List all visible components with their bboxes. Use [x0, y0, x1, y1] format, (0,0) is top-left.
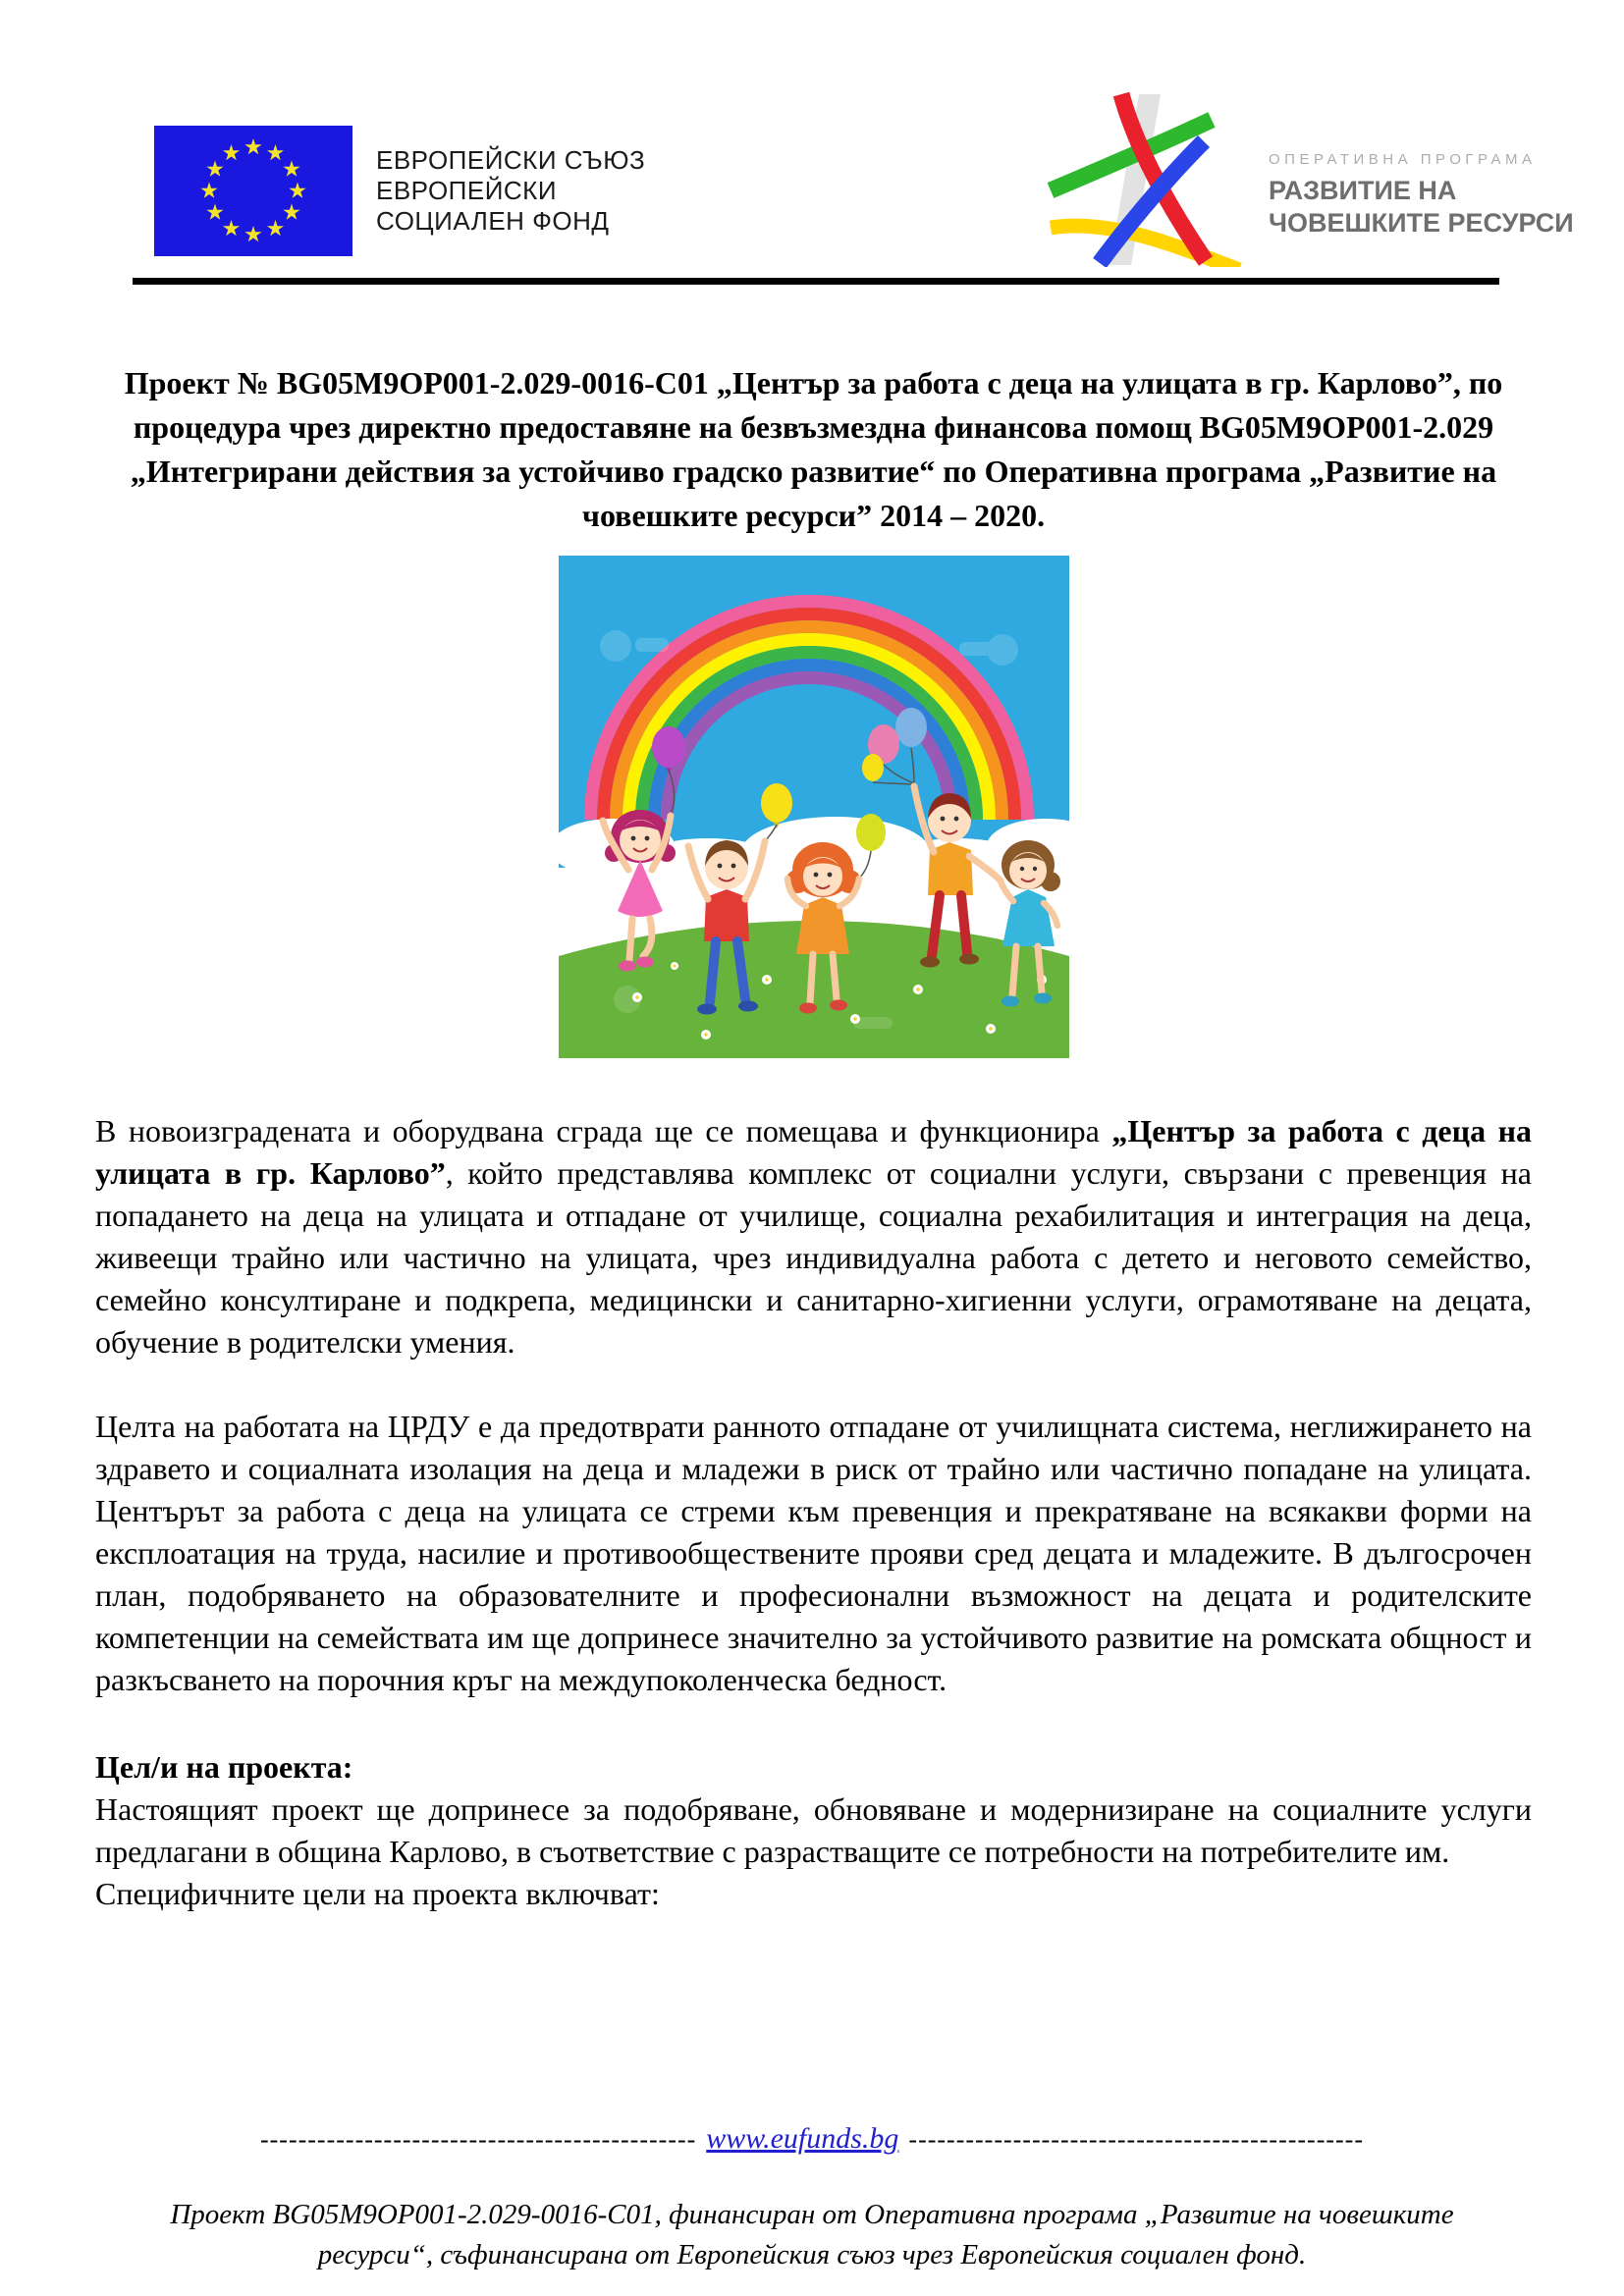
goals-heading: Цел/и на проекта: [95, 1749, 353, 1785]
children-illustration [559, 556, 1069, 1063]
header-divider [133, 278, 1499, 285]
op-logo [1043, 90, 1574, 267]
eu-logo [154, 126, 645, 256]
eu-flag-icon [154, 126, 352, 256]
dashes-left: ---------------------------------------------- [259, 2125, 697, 2154]
footer [0, 2122, 1624, 2275]
paragraph-1-post: , който представлява комплекс от социални услуги, свързани с превенция на попадането на деца на улицата и отпадане от училище, социална рехабилитация и интеграция на деца, живеещи трайно или частично на улицата, чрез индивидуална работа с детето и неговото семейство, семейно консултиране и подкрепа, медицински и санитарно-хигиенни услуги, ограмотяване на децата, обучение в родителски умения. [95, 1155, 1533, 1360]
footer-credit [0, 2195, 1624, 2275]
goals-specific-line: Специфичните цели на проекта включват: [95, 1876, 660, 1911]
goals-paragraph: Настоящият проект ще допринесе за подобряване, обновяване и модернизиране на социалните услуги предлагани в община Карлово, в съответствие с разрастващите се потребности на потребителите им. [95, 1791, 1532, 1869]
eufunds-divider-line [0, 2122, 1624, 2156]
op-logo-line-1: РАЗВИТИЕ НА [1269, 176, 1457, 205]
paragraph-1-pre: В новоизградената и оборудвана сграда ще се помещава и функционира [95, 1113, 1112, 1148]
op-logo-program-label: ОПЕРАТИВНА ПРОГРАМА [1269, 151, 1537, 168]
document-body [95, 361, 1532, 1915]
footer-credit-line-1: Проект BG05M9OP001-2.029-0016-C01, финансиран от Оперативна програма „Развитие на човешките [170, 2199, 1454, 2230]
paragraph-1 [95, 1110, 1532, 1363]
op-logo-line-2: ЧОВЕШКИТЕ РЕСУРСИ [1269, 208, 1574, 238]
op-ribbons-icon [1043, 90, 1259, 267]
eufunds-link[interactable]: www.eufunds.bg [706, 2122, 899, 2155]
dashes-right: ------------------------------------------------ [908, 2125, 1364, 2154]
op-logo-text [1269, 151, 1574, 267]
project-title: Проект № BG05M9OP001-2.029-0016-C01 „Център за работа с деца на улицата в гр. Карлово”, по процедура чрез директно предоставяне на безвъзмездна финансова помощ BG05M9OP001-2.029 „Интегрирани действия за устойчиво градско развитие“ по Оперативна програма „Развитие на човешките ресурси” 2014 – 2020. [124, 365, 1503, 533]
paragraph-1-bold-center-name: „Център за работа с деца на улицата в гр. Карлово” [95, 1113, 1533, 1191]
eu-logo-line-1: ЕВРОПЕЙСКИ СЪЮЗ [376, 145, 646, 175]
eu-logo-text [376, 145, 645, 237]
footer-credit-line-2: ресурси“, съфинансирана от Европейския съюз чрез Европейския социален фонд. [317, 2239, 1307, 2270]
paragraph-2: Целта на работата на ЦРДУ е да предотврати ранното отпадане от училищната система, неглижирането на здравето и социалната изолация на деца и младежи в риск от трайно или частично попадане на улицата. Центърът за работа с деца на улицата се стреми към превенция и прекратяване на всякакви форми на експлоатация на труда, насилие и противообществените прояви сред децата и младежите. В дългосрочен план, подобряването на образователните и професионални възможност на децата и родителските компетенции на семействата им ще допринесе значително за устойчивото развитие на ромската общност и разкъсването на порочния кръг на междупоколенческа бедност. [95, 1409, 1532, 1697]
eu-logo-line-3: СОЦИАЛЕН ФОНД [376, 206, 610, 236]
children-rainbow-image [559, 556, 1069, 1058]
eu-logo-line-2: ЕВРОПЕЙСКИ [376, 176, 558, 205]
